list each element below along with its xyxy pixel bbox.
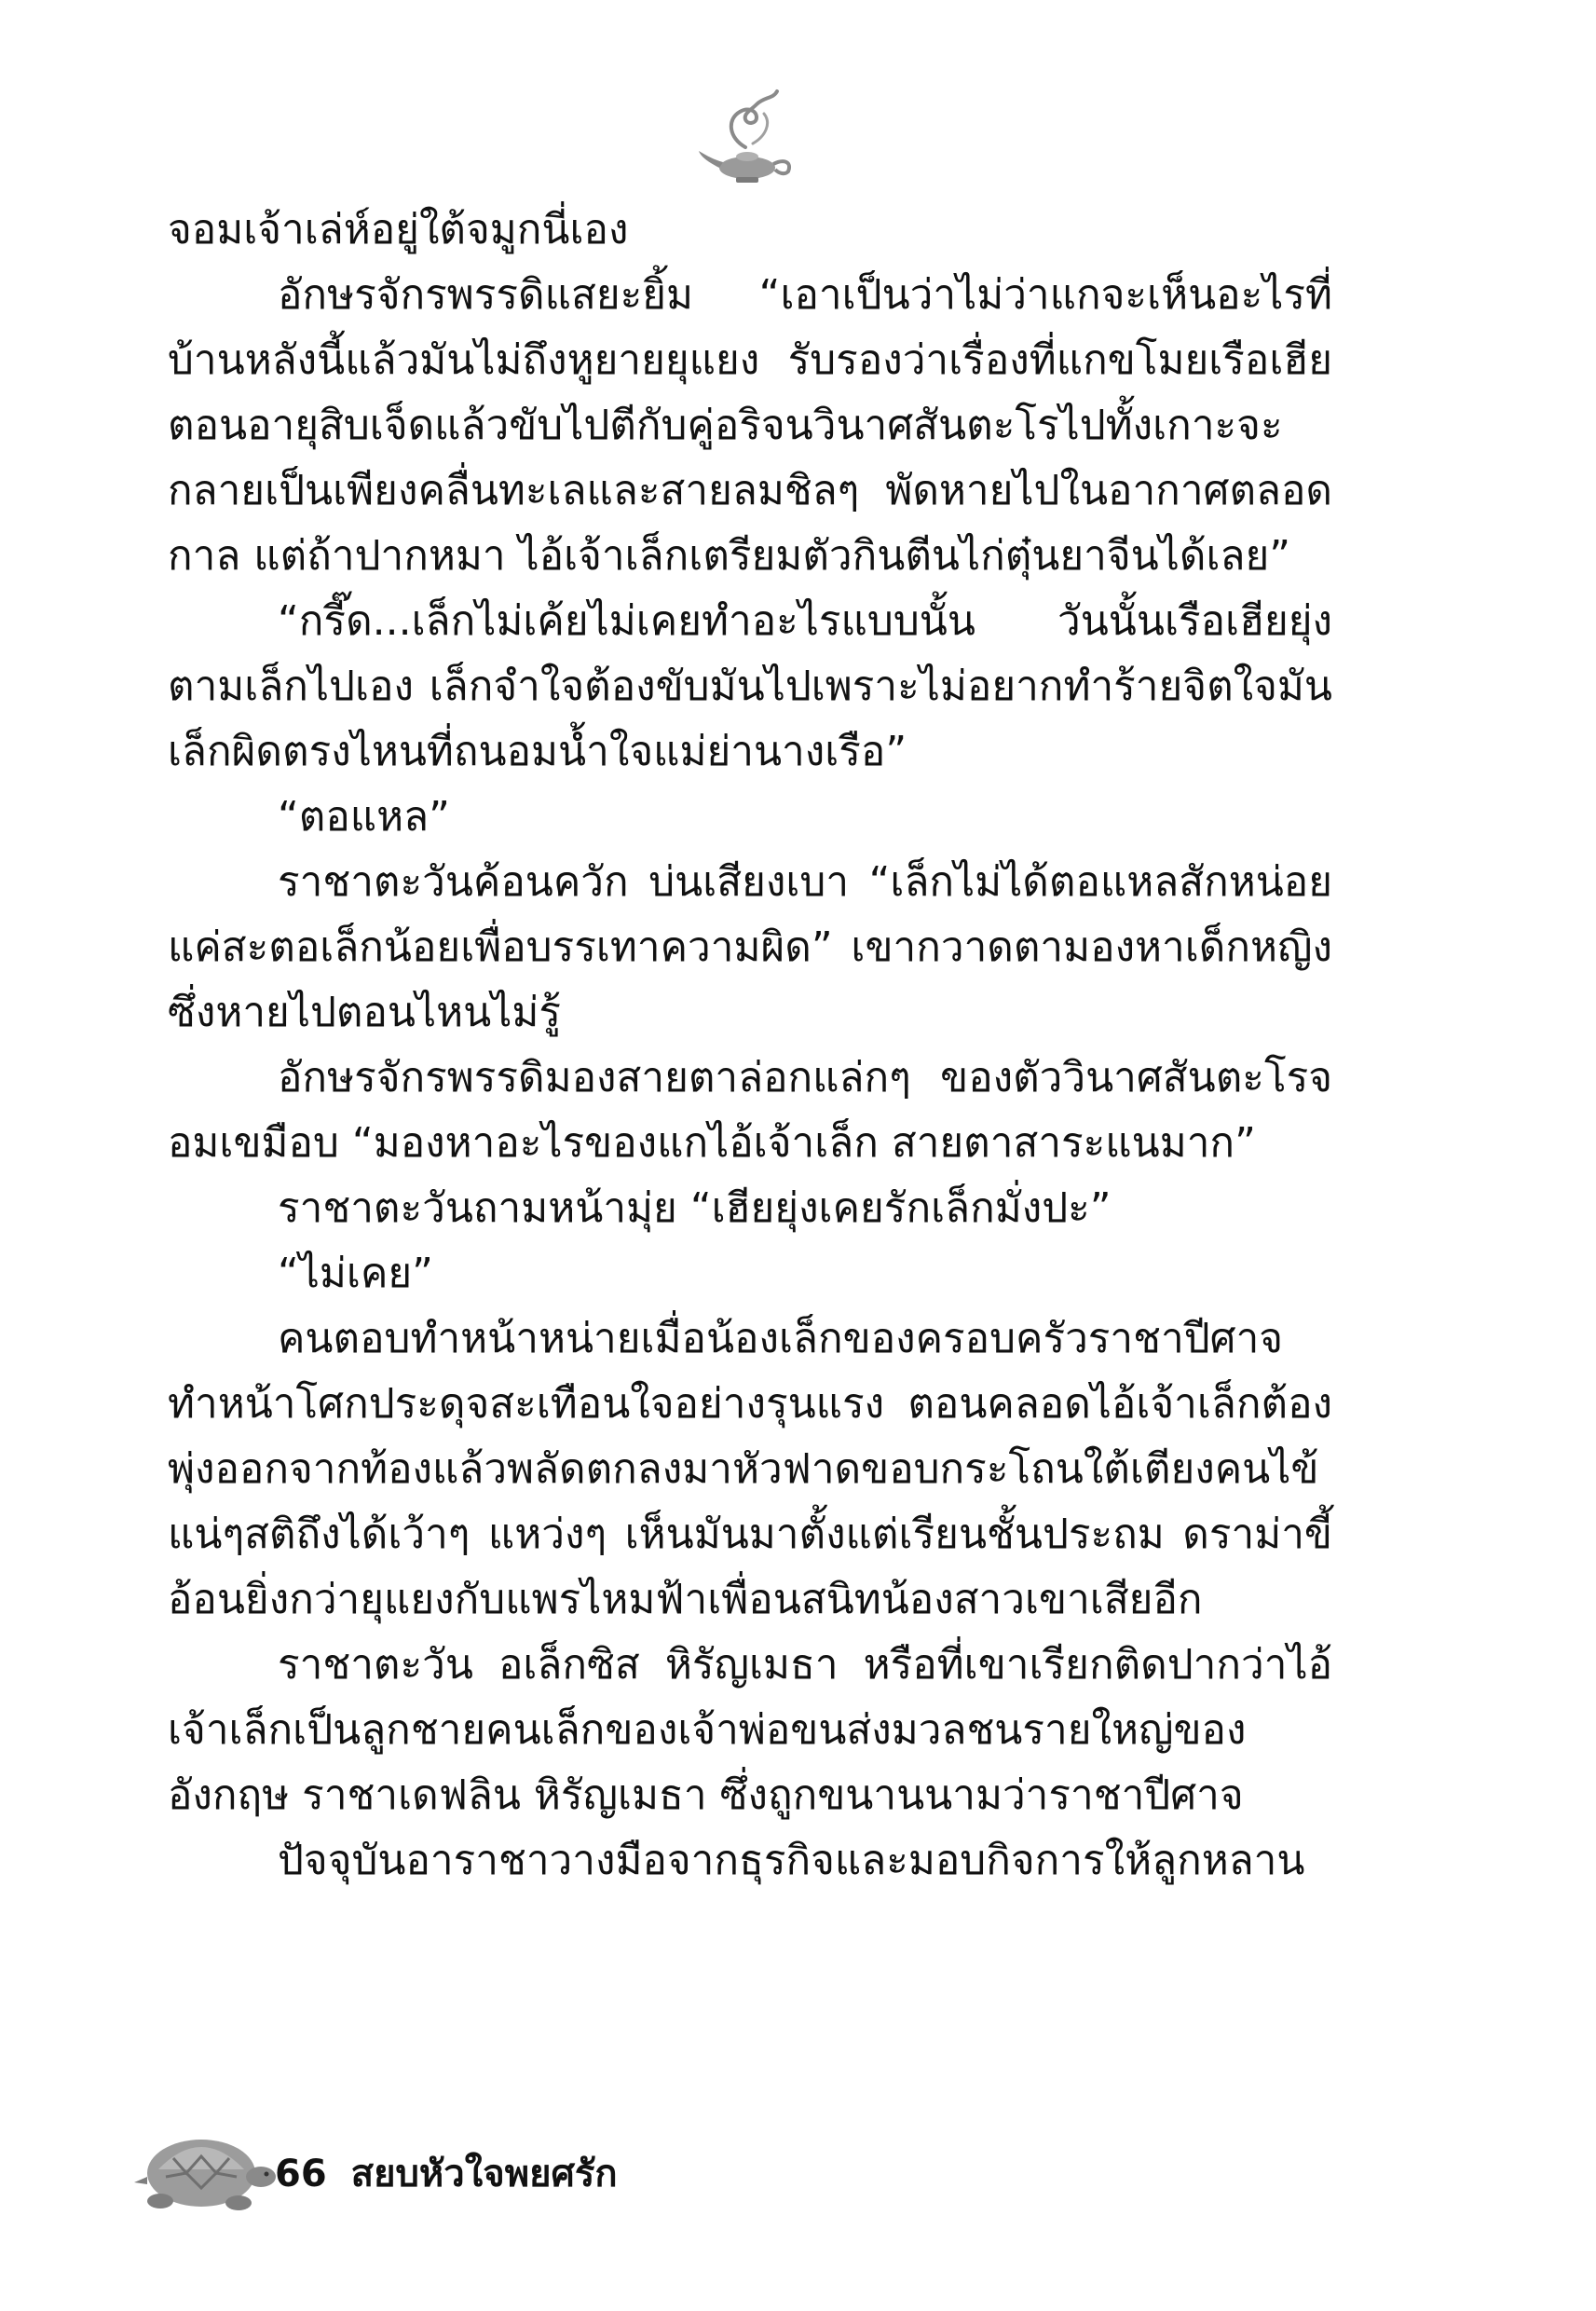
- paragraph: คนตอบทำหน้าหน่ายเมื่อน้องเล็กของครอบครัวราชาปีศาจทำหน้าโศกประดุจสะเทือนใจอย่างรุนแรง ตอนคลอดไอ้เจ้าเล็กต้องพุ่งออกจากท้องแล้วพลัดตกลงมาหัวฟาดขอบกระโถนใต้เตียงคนไข้แน่ๆสติถึงได้เว้าๆ แหว่งๆ เห็นมันมาตั้งแต่เรียนชั้นประถม ดราม่าขี้อ้อนยิ่งกว่ายุแยงกับแพรไหมฟ้าเพื่อนสนิทน้องสาวเขาเสียอีก: [168, 1315, 1332, 1623]
- paragraph: ปัจจุบันอาราชาวางมือจากธุรกิจและมอบกิจการให้ลูกหลาน: [278, 1837, 1305, 1884]
- page-footer: [121, 2115, 960, 2236]
- paragraph: ราชาตะวันค้อนควัก บ่นเสียงเบา “เล็กไม่ได้ตอแหลสักหน่อยแค่สะตอเล็กน้อยเพื่อบรรเทาความผิด” เขากวาดตามองหาเด็กหญิงซึ่งหายไปตอนไหนไม่รู้: [168, 858, 1332, 1036]
- paragraph: อักษรจักรพรรดิมองสายตาล่อกแล่กๆ ของตัววินาศสันตะโรจอมเขมือบ “มองหาอะไรของแกไอ้เจ้าเล็ก สายตาสาระแนมาก”: [168, 1054, 1332, 1167]
- page-number: 66: [275, 2153, 327, 2195]
- paragraph: “กรี๊ด...เล็กไม่เค้ยไม่เคยทำอะไรแบบนั้น วันนั้นเรือเฮียยุ่งตามเล็กไปเอง เล็กจำใจต้องขับมันไปเพราะไม่อยากทำร้ายจิตใจมัน เล็กผิดตรงไหนที่ถนอมน้ำใจแม่ย่านางเรือ”: [168, 597, 1332, 775]
- paragraph: “ไม่เคย”: [278, 1250, 433, 1297]
- paragraph: ราชาตะวัน อเล็กซิส หิรัญเมธา หรือที่เขาเรียกติดปากว่าไอ้เจ้าเล็กเป็นลูกชายคนเล็กของเจ้าพ่อขนส่งมวลชนรายใหญ่ของอังกฤษ ราชาเดฟลิน หิรัญเมธา ซึ่งถูกขนานนามว่าราชาปีศาจ: [168, 1641, 1332, 1819]
- paragraph: ราชาตะวันถามหน้ามุ่ย “เฮียยุ่งเคยรักเล็กมั่งปะ”: [278, 1184, 1112, 1232]
- genie-lamp-icon: [691, 82, 803, 194]
- paragraph: “ตอแหล”: [278, 793, 450, 841]
- footer-text: [275, 2143, 618, 2203]
- body-text: [168, 198, 1332, 1894]
- paragraph: อักษรจักรพรรดิแสยะยิ้ม “เอาเป็นว่าไม่ว่าแกจะเห็นอะไรที่บ้านหลังนี้แล้วมันไม่ถึงหูยายยุแยง รับรองว่าเรื่องที่แกขโมยเรือเฮียตอนอายุสิบเจ็ดแล้วขับไปตีกับคู่อริจนวินาศสันตะโรไปทั้งเกาะจะกลายเป็นเพียงคลื่นทะเลและสายลมชิลๆ พัดหายไปในอากาศตลอดกาล แต่ถ้าปากหมา ไอ้เจ้าเล็กเตรียมตัวกินตีนไก่ตุ๋นยาจีนได้เลย”: [168, 271, 1332, 580]
- paragraph: จอมเจ้าเล่ห์อยู่ใต้จมูกนี่เอง: [168, 206, 629, 253]
- turtle-icon: [121, 2115, 280, 2227]
- book-title: สยบหัวใจพยศรัก: [350, 2153, 618, 2195]
